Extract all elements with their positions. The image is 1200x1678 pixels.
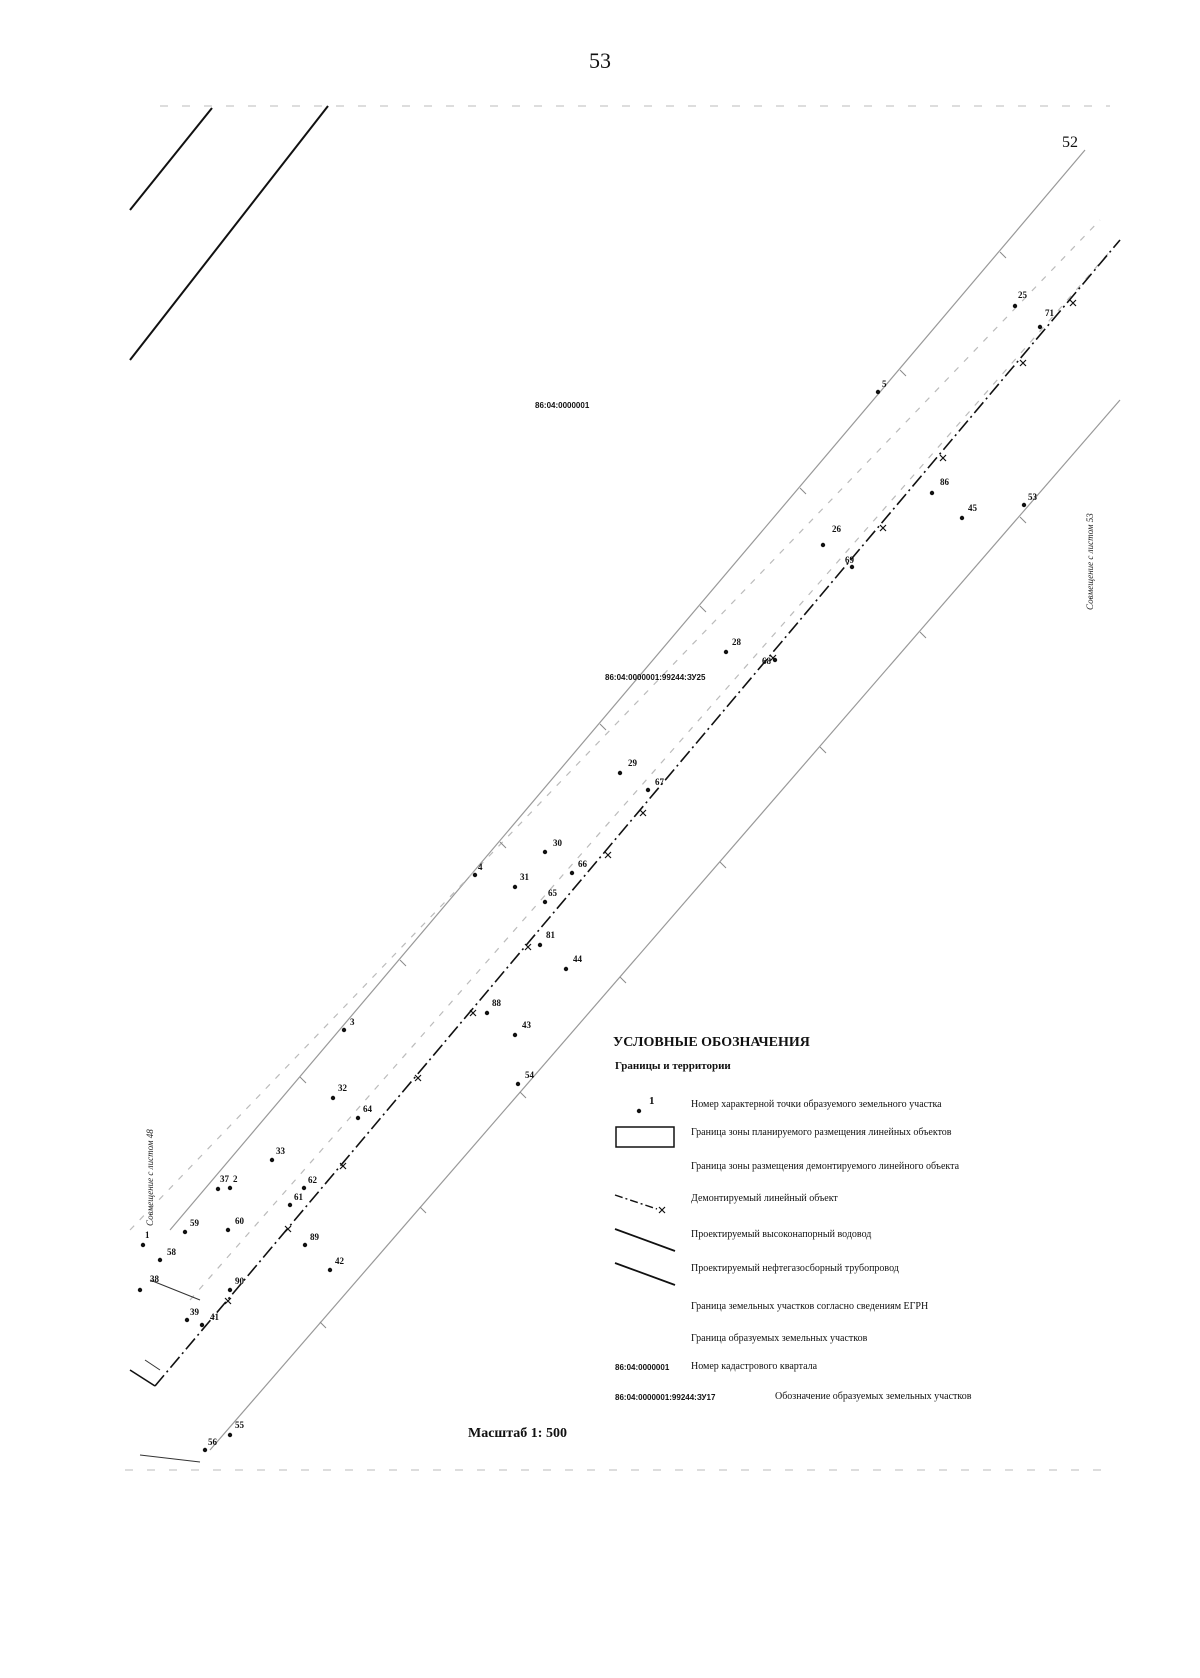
point-71 xyxy=(1038,325,1042,329)
point-label-81: 81 xyxy=(546,930,555,940)
point-38 xyxy=(138,1288,142,1292)
point-label-64: 64 xyxy=(363,1104,372,1114)
characteristic-points xyxy=(138,304,1042,1452)
point-label-28: 28 xyxy=(732,637,741,647)
point-25 xyxy=(1013,304,1017,308)
legend-symbol-rect xyxy=(613,1123,679,1151)
legend-parcel-code: 86:04:0000001:99244:ЗУ17 xyxy=(615,1393,716,1402)
point-39 xyxy=(185,1318,189,1322)
point-label-88: 88 xyxy=(492,998,501,1008)
point-3 xyxy=(342,1028,346,1032)
point-68 xyxy=(773,658,777,662)
point-29 xyxy=(618,771,622,775)
point-label-3: 3 xyxy=(350,1017,355,1027)
point-label-90: 90 xyxy=(235,1276,244,1286)
point-2 xyxy=(228,1186,232,1190)
point-5 xyxy=(876,390,880,394)
legend-point-sample: 1 xyxy=(649,1095,655,1107)
point-label-31: 31 xyxy=(520,872,529,882)
point-label-33: 33 xyxy=(276,1146,285,1156)
pipeline-x-marks xyxy=(225,300,1076,1304)
point-67 xyxy=(646,788,650,792)
point-56 xyxy=(203,1448,207,1452)
point-label-39: 39 xyxy=(190,1307,199,1317)
legend-symbol-dismantled xyxy=(613,1189,679,1217)
point-62 xyxy=(302,1186,306,1190)
point-53 xyxy=(1022,503,1026,507)
point-1 xyxy=(141,1243,145,1247)
legend-quarter-code: 86:04:0000001 xyxy=(615,1363,670,1372)
legend-text: Граница зоны планируемого размещения линейных объектов xyxy=(691,1127,952,1138)
point-label-69: 69 xyxy=(845,555,854,565)
point-label-1: 1 xyxy=(145,1230,150,1240)
point-label-61: 61 xyxy=(294,1192,303,1202)
legend-text: Граница образуемых земельных участков xyxy=(691,1333,868,1344)
point-60 xyxy=(226,1228,230,1232)
point-label-29: 29 xyxy=(628,758,637,768)
legend-symbol-water-line xyxy=(613,1225,679,1253)
point-43 xyxy=(513,1033,517,1037)
point-label-43: 43 xyxy=(522,1020,531,1030)
pipeline-lines-top-left xyxy=(130,106,328,360)
point-55 xyxy=(228,1433,232,1437)
legend-text: Номер кадастрового квартала xyxy=(691,1361,818,1372)
quarter-label: 86:04:0000001 xyxy=(535,401,590,410)
point-26 xyxy=(821,543,825,547)
point-4 xyxy=(473,873,477,877)
point-58 xyxy=(158,1258,162,1262)
point-label-65: 65 xyxy=(548,888,557,898)
point-69 xyxy=(850,565,854,569)
point-label-5: 5 xyxy=(882,379,887,389)
point-31 xyxy=(513,885,517,889)
point-label-71: 71 xyxy=(1045,308,1054,318)
point-label-54: 54 xyxy=(525,1070,534,1080)
point-65 xyxy=(543,900,547,904)
point-label-42: 42 xyxy=(335,1256,344,1266)
point-81 xyxy=(538,943,542,947)
point-label-62: 62 xyxy=(308,1175,317,1185)
point-label-89: 89 xyxy=(310,1232,319,1242)
point-label-66: 66 xyxy=(578,859,587,869)
point-37 xyxy=(216,1187,220,1191)
side-note-left: Совмещение с листом 48 xyxy=(145,1129,155,1226)
point-label-53: 53 xyxy=(1028,492,1037,502)
legend-title: УСЛОВНЫЕ ОБОЗНАЧЕНИЯ xyxy=(613,1035,810,1050)
point-label-4: 4 xyxy=(478,862,483,872)
side-note-right: Совмещение с листом 53 xyxy=(1085,513,1095,610)
legend-text: Проектируемый нефтегазосборный трубопровод xyxy=(691,1263,899,1274)
legend-symbol-point xyxy=(613,1095,679,1123)
parcel-label: 86:04:0000001:99244:ЗУ25 xyxy=(605,673,706,682)
point-label-41: 41 xyxy=(210,1312,219,1322)
point-labels xyxy=(145,290,1055,1447)
point-label-86: 86 xyxy=(940,477,949,487)
page-number: 53 xyxy=(589,48,611,73)
point-label-2: 2 xyxy=(233,1174,238,1184)
point-label-45: 45 xyxy=(968,503,977,513)
point-33 xyxy=(270,1158,274,1162)
legend-text: Обозначение образуемых земельных участков xyxy=(775,1391,972,1402)
point-89 xyxy=(303,1243,307,1247)
point-66 xyxy=(570,871,574,875)
point-label-60: 60 xyxy=(235,1216,244,1226)
map-scale: Масштаб 1: 500 xyxy=(468,1426,567,1441)
point-42 xyxy=(328,1268,332,1272)
point-label-26: 26 xyxy=(832,524,841,534)
point-label-68: 68 xyxy=(762,656,771,666)
point-label-37: 37 xyxy=(220,1174,229,1184)
point-45 xyxy=(960,516,964,520)
point-28 xyxy=(724,650,728,654)
point-label-55: 55 xyxy=(235,1420,244,1430)
point-30 xyxy=(543,850,547,854)
point-label-59: 59 xyxy=(190,1218,199,1228)
point-54 xyxy=(516,1082,520,1086)
point-label-30: 30 xyxy=(553,838,562,848)
point-86 xyxy=(930,491,934,495)
legend-symbol-oil-line xyxy=(613,1259,679,1287)
point-label-56: 56 xyxy=(208,1437,217,1447)
point-label-58: 58 xyxy=(167,1247,176,1257)
point-label-25: 25 xyxy=(1018,290,1027,300)
legend-subtitle: Границы и территории xyxy=(615,1060,731,1072)
legend-text: Номер характерной точки образуемого земельного участка xyxy=(691,1099,942,1110)
point-64 xyxy=(356,1116,360,1120)
point-88 xyxy=(485,1011,489,1015)
point-32 xyxy=(331,1096,335,1100)
point-44 xyxy=(564,967,568,971)
sheet-number: 52 xyxy=(1062,134,1078,151)
zone-boundary-lines xyxy=(130,150,1120,1450)
point-label-44: 44 xyxy=(573,954,582,964)
point-41 xyxy=(200,1323,204,1327)
point-label-67: 67 xyxy=(655,777,664,787)
legend-text: Проектируемый высоконапорный водовод xyxy=(691,1229,872,1240)
point-59 xyxy=(183,1230,187,1234)
legend-text: Демонтируемый линейный объект xyxy=(691,1193,838,1204)
point-label-32: 32 xyxy=(338,1083,347,1093)
point-label-38: 38 xyxy=(150,1274,159,1284)
legend-text: Граница зоны размещения демонтируемого линейного объекта xyxy=(691,1161,960,1172)
point-61 xyxy=(288,1203,292,1207)
point-90 xyxy=(228,1288,232,1292)
legend-text: Граница земельных участков согласно сведениям ЕГРН xyxy=(691,1301,929,1312)
